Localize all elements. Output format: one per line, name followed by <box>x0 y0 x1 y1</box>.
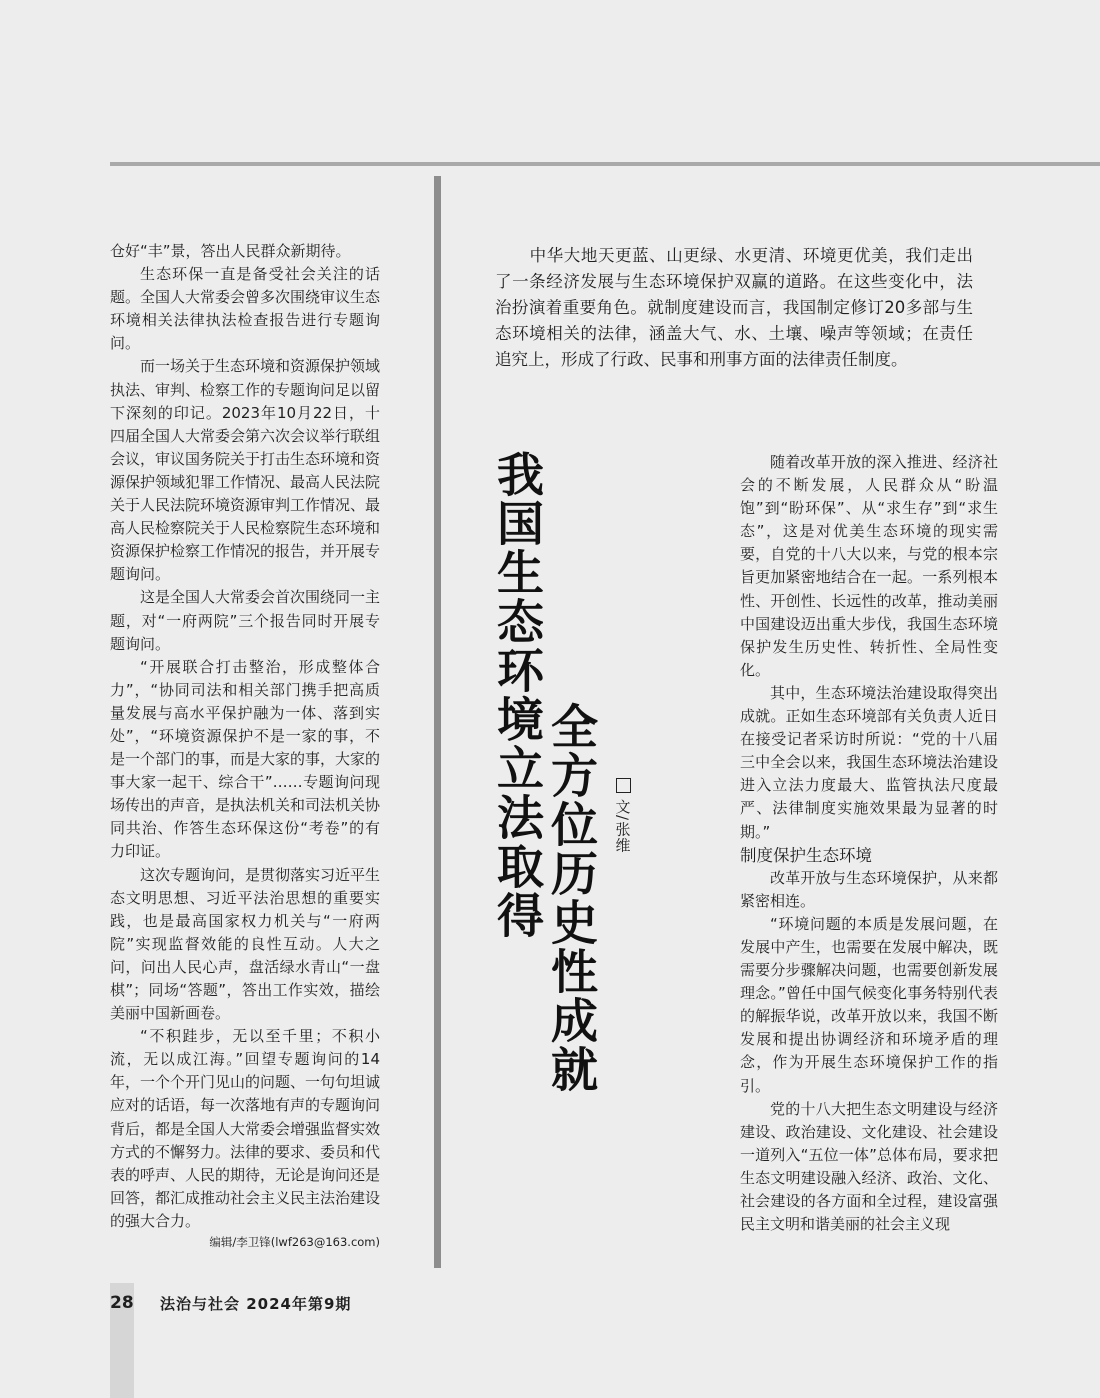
section-subheading: 制度保护生态环境 <box>740 845 872 865</box>
page-number: 28 <box>110 1293 134 1313</box>
left-column <box>110 240 380 1251</box>
paragraph: “不积跬步，无以至千里；不积小流，无以成江海。”回望专题询问的14年，一个个开门见山的问题、一句句坦诚应对的话语，每一次落地有声的专题询问背后，都是全国人大常委会增强监督实效方式的不懈努力。法律的要求、委员和代表的呼声、人民的期待，无论是询问还是回答，都汇成推动社会主义民主法治建设的强大合力。 <box>110 1027 381 1230</box>
byline-box-icon <box>616 778 631 793</box>
paragraph: 这次专题询问，是贯彻落实习近平生态文明思想、习近平法治思想的重要实践，也是最高国家权力机关与“一府两院”实现监督效能的良性互动。人大之问，问出人民心声，盘活绿水青山“一盘棋”；同场“答题”，答出工作实效，描绘美丽中国新画卷。 <box>110 865 381 1023</box>
editor-credit: 编辑/李卫锋(lwf263@163.com) <box>209 1235 380 1250</box>
byline-text: 文/张维 <box>613 799 632 854</box>
paragraph: 仓好“丰”景，答出人民群众新期待。 <box>110 242 351 260</box>
right-column <box>740 451 998 1236</box>
paragraph: 党的十八大把生态文明建设与经济建设、政治建设、文化建设、社会建设一道列入“五位一体”总体布局，要求把生态文明建设融入经济、政治、文化、社会建设的各方面和全过程，建设富强民主文明和谐美丽的社会主义现 <box>740 1099 998 1234</box>
paragraph: 随着改革开放的深入推进、经济社会的不断发展，人民群众从“盼温饱”到“盼环保”、从“求生存”到“求生态”，这是对优美生态环境的现实需要，自党的十八大以来，与党的根本宗旨更加紧密地结合在一起。一系列根本性、开创性、长远性的改革，推动美丽中国建设迈出重大步伐，我国生态环境保护发生历史性、转折性、全局性变化。 <box>740 453 998 679</box>
paragraph: 而一场关于生态环境和资源保护领域执法、审判、检察工作的专题询问足以留下深刻的印记。2023年10月22日，十四届全国人大常委会第六次会议举行联组会议，审议国务院关于打击生态环境和资源保护领域犯罪工作情况、最高人民法院关于人民法院环境资源审判工作情况、最高人民检察院关于人民检察院生态环境和资源保护检察工作情况的报告，并开展专题询问。 <box>110 357 381 584</box>
paragraph: 生态环保一直是备受社会关注的话题。全国人大常委会曾多次围绕审议生态环境相关法律执法检查报告进行专题询问。 <box>110 265 381 353</box>
paragraph: 其中，生态环境法治建设取得突出成就。正如生态环境部有关负责人近日在接受记者采访时所说：“党的十八届三中全会以来，我国生态环境法治建设进入立法力度最大、监管执法尺度最严、法律制度实施效果最为显著的时期。” <box>740 683 998 841</box>
top-rule <box>110 162 1100 166</box>
article-lead: 中华大地天更蓝、山更绿、水更清、环境更优美，我们走出了一条经济发展与生态环境保护双赢的道路。在这些变化中，法治扮演着重要角色。就制度建设而言，我国制定修订20多部与生态环境相关的法律，涵盖大气、水、土壤、噪声等领域；在责任追究上，形成了行政、民事和刑事方面的法律责任制度。 <box>495 246 973 369</box>
paragraph: “环境问题的本质是发展问题，在发展中产生，也需要在发展中解决，既需要分步骤解决问题，也需要创新发展理念。”曾任中国气候变化事务特别代表的解振华说，改革开放以来，我国不断发展和提出协调经济和环境矛盾的理念，作为开展生态环境保护工作的指引。 <box>740 914 998 1095</box>
article-title-line-2: 全方位历史性成就 <box>543 702 598 1094</box>
article-title-line-1: 我国生态环境立法取得 <box>489 450 544 940</box>
publication-name: 法治与社会 2024年第9期 <box>160 1295 352 1313</box>
column-divider <box>434 176 441 1268</box>
paragraph: 这是全国人大常委会首次围绕同一主题，对“一府两院”三个报告同时开展专题询问。 <box>110 588 381 653</box>
byline <box>612 778 634 853</box>
paragraph: 改革开放与生态环境保护，从来都紧密相连。 <box>740 868 998 910</box>
paragraph: “开展联合打击整治，形成整体合力”，“协同司法和相关部门携手把高质量发展与高水平保护融为一体、落到实处”，“环境资源保护不是一家的事，不是一个部门的事，而是大家的事，大家的事大家一起干、综合干”……专题询问现场传出的声音，是执法机关和司法机关协同共治、作答生态环保这份“考卷”的有力印证。 <box>110 657 381 861</box>
